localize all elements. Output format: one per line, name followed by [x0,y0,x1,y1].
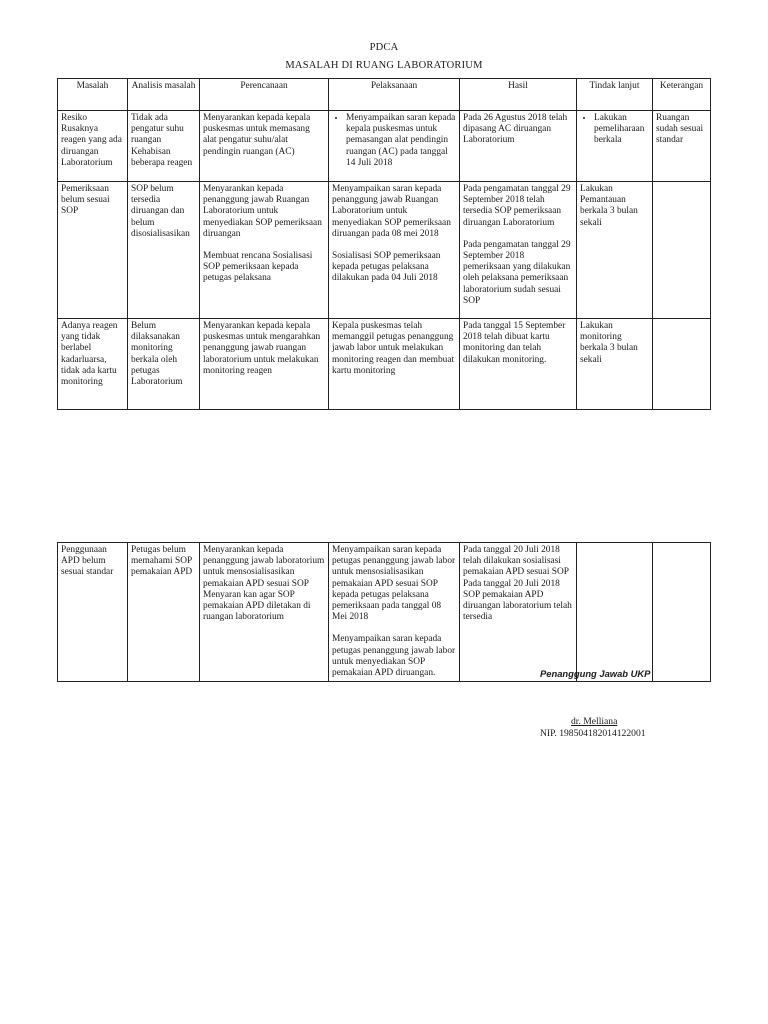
cell-tindak-lanjut: Lakukan monitoring berkala 3 bulan sekali [577,319,653,410]
pelaksanaan-paragraph: Menyampaikan saran kepada petugas penanggung jawab labor untuk mensosialisasikan pemakaian APD sesuai SOP kepada petugas pelaksana pemeriksaan pada tanggal 08 Mei 2018 [332,545,456,623]
table-row [58,543,711,682]
cell-keterangan [653,319,711,410]
cell-keterangan: Ruangan sudah sesuai standar [653,111,711,182]
pdca-table [57,78,711,410]
perencanaan-paragraph: Menyarankan kepada penanggung jawab laboratorium untuk mensosialisasikan pemakaian APD sesuai SOP [203,545,325,589]
cell-perencanaan: Menyarankan kepada kepala puskesmas untuk mengarahkan penanggung jawab ruangan laboratorium untuk melakukan monitoring reagen [200,319,329,410]
cell-tindak-lanjut: Lakukan Pemantauan berkala 3 bulan sekali [577,182,653,319]
cell-pelaksanaan [329,543,460,682]
table-row [58,182,711,319]
cell-perencanaan: Menyarankan kepada kepala puskesmas untuk memasang alat pengatur suhu/alat pendingin ruangan (AC) [200,111,329,182]
bullet-item: • Lakukan pemeliharaan berkala [594,113,649,147]
cell-masalah: Adanya reagen yang tidak berlabel kadarluarsa, tidak ada kartu monitoring [58,319,128,410]
cell-hasil [460,182,577,319]
cell-tindak-lanjut [577,111,653,182]
table-header-row [58,79,711,111]
hasil-paragraph: Pada tanggal 20 Juli 2018 SOP pemakaian APD diruangan laboratorium telah tersedia [463,578,572,623]
pelaksanaan-paragraph: Menyampaikan saran kepada penanggung jawab Ruangan Laboratorium untuk menyediakan SOP pemeriksaan diruangan pada 08 mei 2018 [332,184,451,239]
col-header-keterangan: Keterangan [653,79,711,111]
signature-nip: NIP. 198504182014122001 [540,728,646,739]
table-row [58,111,711,182]
cell-hasil: Pada tanggal 15 September 2018 telah dibuat kartu monitoring dan telah dilakukan monitoring. [460,319,577,410]
cell-pelaksanaan [329,111,460,182]
pelaksanaan-paragraph: Sosialisasi SOP pemeriksaan kepada petugas pelaksana dilakukan pada 04 Juli 2018 [332,251,441,284]
col-header-pelaksanaan: Pelaksanaan [329,79,460,111]
signature-role: Penanggung Jawab UKP [540,668,651,679]
cell-perencanaan [200,543,329,682]
cell-masalah: Penggunaan APD belum sesuai standar [58,543,128,682]
col-header-hasil: Hasil [460,79,577,111]
col-header-perencanaan: Perencanaan [200,79,329,111]
col-header-masalah: Masalah [58,79,128,111]
document-title: PDCA [369,42,399,53]
tindak-bullet-list [580,113,649,147]
cell-tindak-lanjut [577,543,653,682]
perencanaan-paragraph: Menyaran kan agar SOP pemakaian APD diletakan di ruangan laboratorium [203,589,311,623]
pelaksanaan-bullet-list [332,113,456,169]
cell-masalah: Pemeriksaan belum sesuai SOP [58,182,128,319]
cell-analisis: Petugas belum memahami SOP pemakaian APD [128,543,200,682]
hasil-paragraph: Pada tanggal 20 Juli 2018 telah dilakukan sosialisasi pemakaian APD sesuai SOP [463,545,569,578]
cell-keterangan [653,543,711,682]
bullet-item: • Menyampaikan saran kepada kepala puskesmas untuk pemasangan alat pendingin ruangan (AC) pada tanggal 14 Juli 2018 [346,113,456,169]
col-header-tindak-lanjut: Tindak lanjut [577,79,653,111]
perencanaan-paragraph: Membuat rencana Sosialisasi SOP pemeriksaan kepada petugas pelaksana [203,251,313,284]
cell-perencanaan [200,182,329,319]
pelaksanaan-paragraph: Menyampaikan saran kepada petugas penanggung jawab labor untuk menyediakan SOP pemakaian APD diruangan. [332,634,456,679]
cell-hasil [460,543,577,682]
cell-analisis: Tidak ada pengatur suhu ruangan Kehabisan beberapa reagen [128,111,200,182]
cell-analisis: Belum dilaksanakan monitoring berkala oleh petugas Laboratorium [128,319,200,410]
cell-pelaksanaan: Kepala puskesmas telah memanggil petugas penanggung jawab labor untuk melakukan monitoring reagen dan membuat kartu monitoring [329,319,460,410]
hasil-paragraph: Pada pengamatan tanggal 29 September 2018 pemeriksaan yang dilakukan oleh pelaksana pemeriksaan laboratorium sudah sesuai SOP [463,239,571,306]
col-header-analisis: Analisis masalah [128,79,200,111]
cell-analisis: SOP belum tersedia diruangan dan belum disosialisasikan [128,182,200,319]
pdca-table-continued [57,542,711,682]
cell-keterangan [653,182,711,319]
document-subtitle: MASALAH DI RUANG LABORATORIUM [285,60,483,71]
perencanaan-paragraph: Menyarankan kepada penanggung jawab Ruangan Laboratorium untuk menyediakan SOP pemeriksaan diruangan [203,184,322,239]
hasil-paragraph: Pada pengamatan tanggal 29 September 2018 telah tersedia SOP pemeriksaan diruangan Laboratorium [463,184,571,228]
table-row [58,319,711,410]
cell-masalah: Resiko Rusaknya reagen yang ada diruangan Laboratorium [58,111,128,182]
signature-name: dr. Melliana [571,716,618,727]
cell-pelaksanaan [329,182,460,319]
cell-hasil: Pada 26 Agustus 2018 telah dipasang AC diruangan Laboratorium [460,111,577,182]
